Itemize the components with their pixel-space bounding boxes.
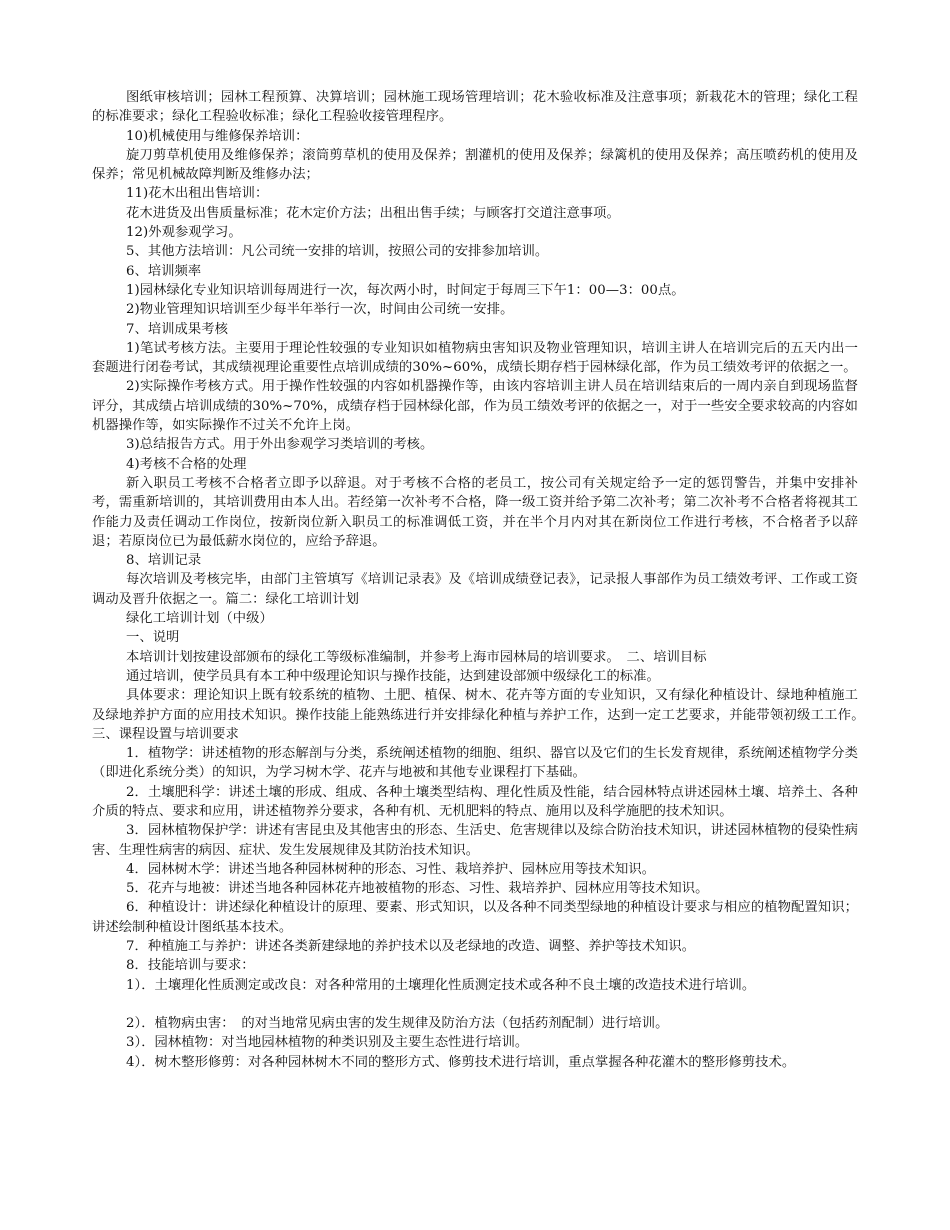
paragraph: 3．园林植物保护学：讲述有害昆虫及其他害虫的形态、生活史、危害规律以及综合防治技术知识，讲述园林植物的侵染性病害、生理性病害的病因、症状、发生发展规律及其防治技术知识。 — [92, 823, 858, 858]
section-heading: 6、培训频率 — [126, 263, 202, 279]
paragraph: 6．种植设计：讲述绿化种植设计的原理、要素、形式知识，以及各种不同类型绿地的种植设计要求与相应的植物配置知识；讲述绘制种植设计图纸基本技术。 — [92, 900, 858, 935]
paragraph: 2)物业管理知识培训至少每半年举行一次，时间由公司统一安排。 — [126, 302, 514, 318]
paragraph: 1)笔试考核方法。主要用于理论性较强的专业知识如植物病虫害知识及物业管理知识，培训主讲人在培训完后的五天内出一套题进行闭卷考试，其成绩视理论重要性点培训成绩的30%~60%，成绩长期存档于园林绿化部，作为员工绩效考评的依据之一。 — [92, 340, 858, 376]
item-heading: 12)外观参观学习。 — [126, 225, 242, 241]
paragraph: 2．土壤肥科学：讲述土壤的形成、组成、各种土壤类型结构、理化性质及性能，结合园林特点讲述园林土壤、培养土、各种介质的特点、要求和应用，讲述植物养分要求，各种有机、无机肥料的特点、施用以及科学施肥的技术知识。 — [92, 784, 858, 819]
blank-line — [92, 995, 858, 1014]
paragraph: 通过培训，使学员具有本工种中级理论知识与操作技能，达到建设部颁中级绿化工的标准。 — [126, 668, 660, 684]
paragraph: 3)总结报告方式。用于外出参观学习类培训的考核。 — [126, 437, 434, 453]
paragraph: 具体要求：理论知识上既有较系统的植物、土肥、植保、树木、花卉等方面的专业知识，又有绿化种植设计、绿地种植施工及绿地养护方面的应用技术知识。操作技能上能熟练进行并安排绿化种植与养护工作，达到一定工艺要求，并能带领初级工工作。 三、课程设置与培训要求 — [92, 688, 872, 742]
paragraph: 本培训计划按建设部颁布的绿化工等级标准编制，并参考上海市园林局的培训要求。 二、培训目标 — [126, 649, 707, 665]
paragraph: 1)园林绿化专业知识培训每周进行一次，每次两小时，时间定于每周三下午1：00—3：00点。 — [126, 282, 685, 298]
paragraph: 3）．园林植物：对当地园林植物的种类识别及主要生态性进行培训。 — [126, 1035, 529, 1051]
paragraph: 5．花卉与地被：讲述当地各种园林花卉地被植物的形态、习性、栽培养护、园林应用等技术知识。 — [126, 881, 709, 897]
paragraph: 图纸审核培训；园林工程预算、决算培训；园林施工现场管理培训；花木验收标准及注意事项；新栽花木的管理；绿化工程的标准要求；绿化工程验收标准；绿化工程验收接管理程序。 — [92, 90, 858, 125]
paragraph: 5、其他方法培训：凡公司统一安排的培训，按照公司的安排参加培训。 — [126, 244, 549, 260]
paragraph: 4）．树木整形修剪：对各种园林树木不同的整形方式、修剪技术进行培训，重点掌握各种花灌木的整形修剪技术。 — [126, 1054, 796, 1070]
paragraph: 2）．植物病虫害： 的对当地常见病虫害的发生规律及防治方法（包括药剂配制）进行培训。 — [126, 1015, 669, 1031]
paragraph: 1．植物学：讲述植物的形态解剖与分类，系统阐述植物的细胞、组织、器官以及它们的生长发育规律，系统阐述植物学分类（即进化系统分类）的知识，为学习树木学、花卉与地被和其他专业课程打下基础。 — [92, 746, 858, 781]
document-title: 绿化工培训计划（中级） — [126, 611, 273, 627]
item-heading: 10)机械使用与维修保养培训： — [126, 128, 309, 144]
paragraph: 2)实际操作考核方式。用于操作性较强的内容如机器操作等，由该内容培训主讲人员在培训结束后的一周内亲自到现场监督评分，其成绩占培训成绩的30%~70%，成绩存档于园林绿化部，作为员工绩效考评的依据之一，对于一些安全要求较高的内容如机器操作等，如实际操作不过关不允许上岗。 — [92, 379, 858, 434]
paragraph: 旋刀剪草机使用及维修保养；滚筒剪草机的使用及保养；割灌机的使用及保养；绿篱机的使用及保养；高压喷药机的使用及保养；常见机械故障判断及维修办法； — [92, 147, 858, 183]
section-heading: 7、培训成果考核 — [126, 321, 228, 337]
item-heading: 11)花木出租出售培训： — [126, 186, 269, 202]
paragraph: 花木进货及出售质量标准；花木定价方法；出租出售手续；与顾客打交道注意事项。 — [126, 205, 620, 221]
section-heading: 一、说明 — [126, 630, 180, 646]
paragraph: 每次培训及考核完毕，由部门主管填写《培训记录表》及《培训成绩登记表》，记录报人事部作为员工绩效考评、工作或工资调动及晋升依据之一。篇二：绿化工培训计划 — [92, 572, 858, 607]
section-heading: 8、培训记录 — [126, 553, 202, 569]
paragraph: 新入职员工考核不合格者立即予以辞退。对于考核不合格的老员工，按公司有关规定给予一定的惩罚警告，并集中安排补考，需重新培训的，其培训费用由本人出。若经第一次补考不合格，降一级工资并给予第二次补考；第二次补考不合格者将视其工作能力及责任调动工作岗位，按新岗位新入职员工的标准调低工资，并在半个月内对其在新岗位工作进行考核，不合格者予以辞退；若原岗位已为最低薪水岗位的，应给予辞退。 — [92, 475, 858, 549]
document-body — [92, 88, 872, 1072]
item-heading: 4)考核不合格的处理 — [126, 456, 247, 472]
paragraph: 1）．土壤理化性质测定或改良：对各种常用的土壤理化性质测定技术或各种不良土壤的改造技术进行培训。 — [126, 977, 756, 993]
paragraph: 7．种植施工与养护：讲述各类新建绿地的养护技术以及老绿地的改造、调整、养护等技术知识。 — [126, 939, 696, 955]
paragraph: 4．园林树木学：讲述当地各种园林树种的形态、习性、栽培养护、园林应用等技术知识。 — [126, 861, 656, 877]
section-heading: 8．技能培训与要求： — [126, 958, 255, 974]
